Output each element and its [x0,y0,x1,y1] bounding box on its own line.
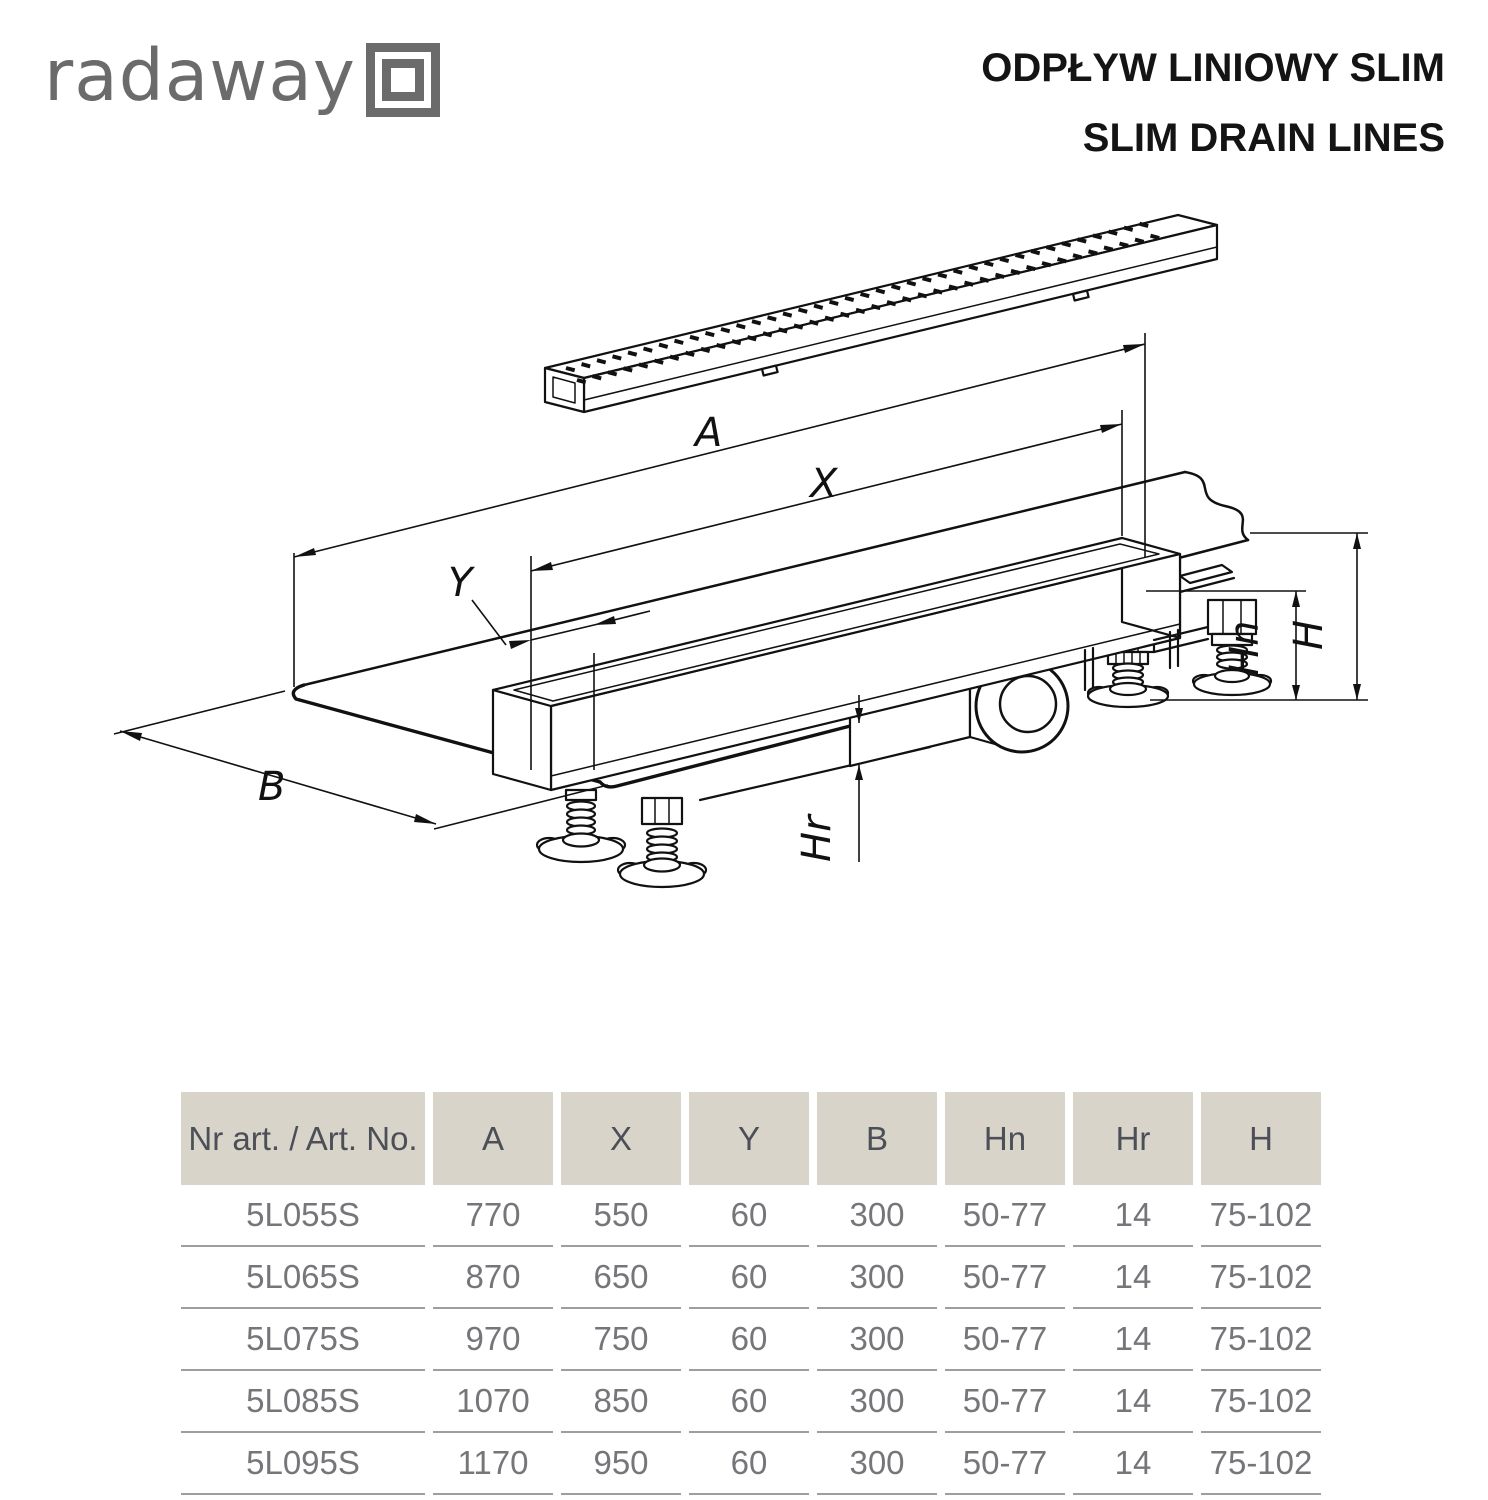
col-header-Hn: Hn [945,1092,1065,1185]
dim-label-Y: Y [448,560,473,606]
cell-H: 75-102 [1201,1371,1321,1433]
cell-art-no: 5L055S [181,1185,425,1247]
dim-label-H: H [1286,619,1332,650]
cell-Y: 60 [689,1247,809,1309]
cell-art-no: 5L075S [181,1309,425,1371]
cell-A: 1170 [433,1433,553,1495]
cell-Y: 60 [689,1371,809,1433]
col-header-Hr: Hr [1073,1092,1193,1185]
cell-Hr: 14 [1073,1371,1193,1433]
adjustable-foot-left-2 [618,798,706,887]
cell-Y: 60 [689,1309,809,1371]
cell-X: 750 [561,1309,681,1371]
dim-label-X: X [810,461,838,507]
radaway-wordmark: radaway [44,34,356,117]
dim-label-A: A [695,410,723,456]
cell-Y: 60 [689,1185,809,1247]
radaway-square-icon [366,43,440,117]
col-header-X: X [561,1092,681,1185]
dim-label-Hn: Hn [1222,620,1268,676]
cell-B: 300 [817,1185,937,1247]
col-header-Y: Y [689,1092,809,1185]
col-header-A: A [433,1092,553,1185]
cell-X: 850 [561,1371,681,1433]
cell-Hn: 50-77 [945,1371,1065,1433]
cell-art-no: 5L095S [181,1433,425,1495]
technical-drawing [0,190,1488,1070]
adjustable-foot-left-1 [537,790,625,862]
title-polish: ODPŁYW LINIOWY SLIM [981,46,1445,90]
cell-Hn: 50-77 [945,1433,1065,1495]
dim-label-B: B [258,764,286,810]
col-header-H: H [1201,1092,1321,1185]
cell-H: 75-102 [1201,1433,1321,1495]
col-header-B: B [817,1092,937,1185]
cell-A: 1070 [433,1371,553,1433]
cell-H: 75-102 [1201,1247,1321,1309]
cell-B: 300 [817,1309,937,1371]
drain-isometric-drawing [0,190,1488,1070]
spec-table [181,1092,1321,1495]
dim-label-Hr: Hr [794,815,840,862]
cell-X: 550 [561,1185,681,1247]
cell-Hn: 50-77 [945,1309,1065,1371]
cell-art-no: 5L065S [181,1247,425,1309]
cell-X: 650 [561,1247,681,1309]
cell-A: 770 [433,1185,553,1247]
cell-A: 970 [433,1309,553,1371]
col-header-art-no: Nr art. / Art. No. [181,1092,425,1185]
radaway-square-icon-inner [382,59,424,101]
cell-Hr: 14 [1073,1433,1193,1495]
cell-art-no: 5L085S [181,1371,425,1433]
cell-Y: 60 [689,1433,809,1495]
cell-Hn: 50-77 [945,1185,1065,1247]
cell-B: 300 [817,1433,937,1495]
cell-A: 870 [433,1247,553,1309]
cell-H: 75-102 [1201,1309,1321,1371]
cell-Hn: 50-77 [945,1247,1065,1309]
cell-Hr: 14 [1073,1247,1193,1309]
cell-Hr: 14 [1073,1309,1193,1371]
cell-Hr: 14 [1073,1185,1193,1247]
cell-B: 300 [817,1371,937,1433]
page-title [981,48,1445,158]
cell-X: 950 [561,1433,681,1495]
cell-B: 300 [817,1247,937,1309]
cell-H: 75-102 [1201,1185,1321,1247]
perforated-grate [545,215,1217,412]
title-english: SLIM DRAIN LINES [1082,116,1445,160]
